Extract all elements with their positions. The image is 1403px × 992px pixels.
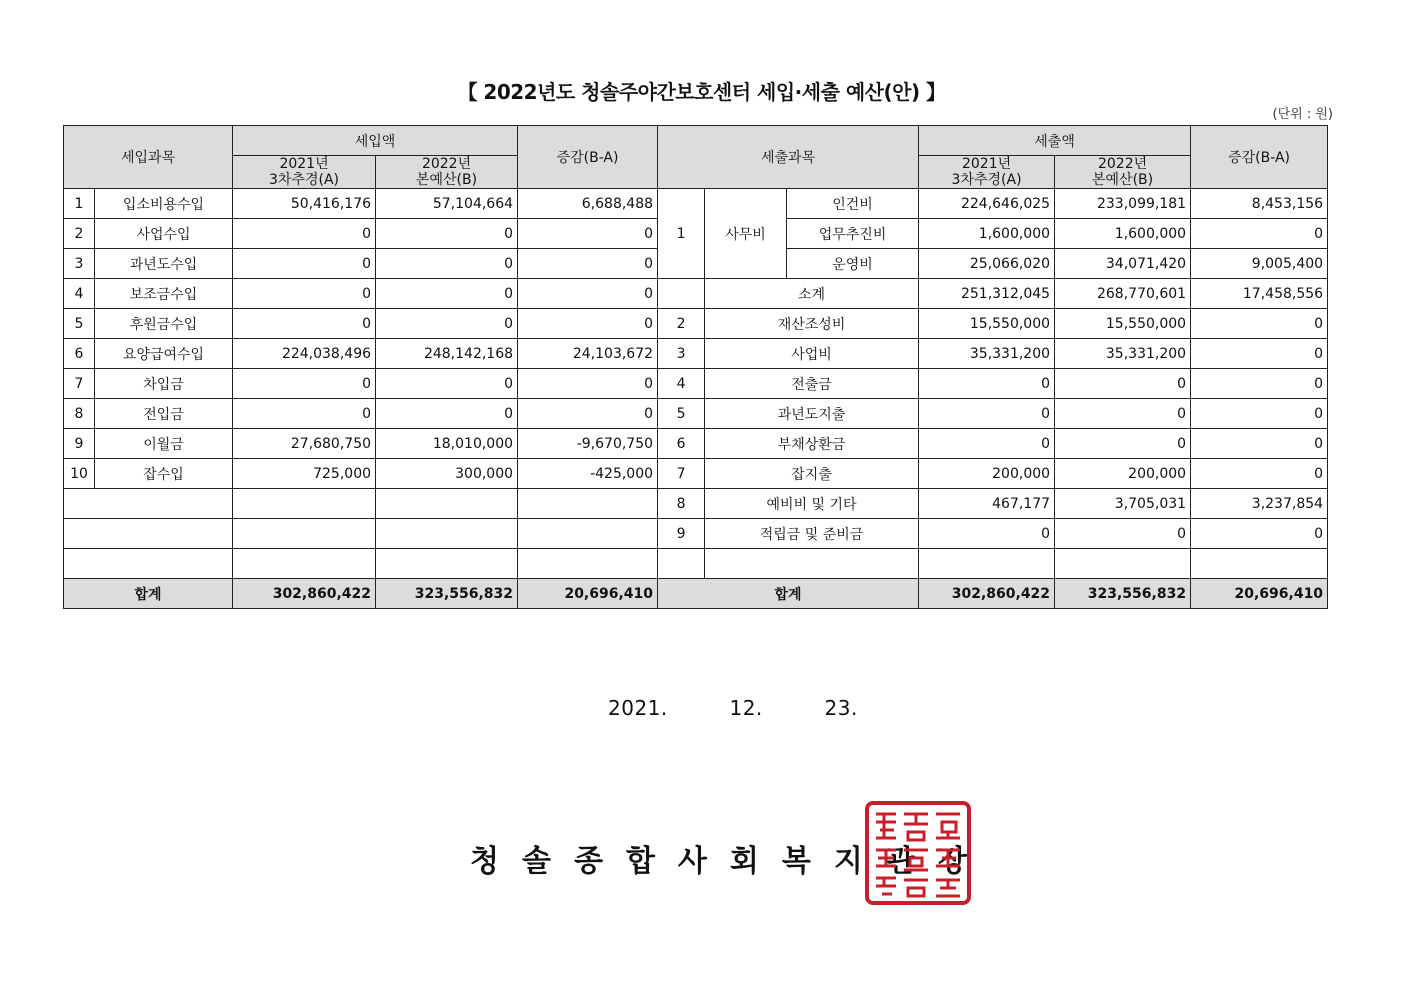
income-2021-header: 2021년 3차추경(A) [233,156,376,189]
expense-diff: 0 [1191,459,1328,489]
expense-2022: 15,550,000 [1055,309,1191,339]
income-name: 보조금수입 [95,279,233,309]
expense-no: 8 [658,489,705,519]
income-2021: 50,416,176 [233,189,376,219]
expense-2021: 1,600,000 [919,219,1055,249]
income-name: 사업수입 [95,219,233,249]
empty-cell [919,549,1055,579]
income-2021: 27,680,750 [233,429,376,459]
income-diff: 0 [518,399,658,429]
expense-2021: 15,550,000 [919,309,1055,339]
income-2022: 0 [376,249,518,279]
income-no: 4 [64,279,95,309]
table-row [64,549,1328,579]
income-no: 2 [64,219,95,249]
empty-cell [64,489,233,519]
expense-2022: 35,331,200 [1055,339,1191,369]
total-row [64,579,1328,609]
income-2021: 0 [233,249,376,279]
income-no: 6 [64,339,95,369]
expense-2022: 0 [1055,429,1191,459]
empty-cell [1191,549,1328,579]
document-title: 【 2022년도 청솔주야간보호센터 세입·세출 예산(안) 】 [457,80,946,104]
expense-no: 7 [658,459,705,489]
empty-cell [518,519,658,549]
header-row-1 [64,126,1328,156]
expense-no: 4 [658,369,705,399]
expense-2021: 251,312,045 [919,279,1055,309]
income-name: 과년도수입 [95,249,233,279]
income-2022: 0 [376,219,518,249]
table-row [64,429,1328,459]
income-name: 차입금 [95,369,233,399]
income-no: 3 [64,249,95,279]
document-date [608,696,858,720]
empty-cell [233,549,376,579]
income-2022: 57,104,664 [376,189,518,219]
expense-2022: 1,600,000 [1055,219,1191,249]
expense-no: 9 [658,519,705,549]
expense-2021: 0 [919,399,1055,429]
unit-label: (단위 : 원) [1272,107,1333,122]
income-name: 잡수입 [95,459,233,489]
expense-group-name: 사무비 [705,189,787,279]
income-2022: 0 [376,279,518,309]
expense-name: 잡지출 [705,459,919,489]
income-no: 9 [64,429,95,459]
empty-cell [64,549,233,579]
expense-diff: 0 [1191,309,1328,339]
expense-2022: 268,770,601 [1055,279,1191,309]
expense-diff: 0 [1191,219,1328,249]
date-month: 12. [729,696,763,720]
expense-diff: 0 [1191,369,1328,399]
income-diff: 0 [518,369,658,399]
expense-diff: 3,237,854 [1191,489,1328,519]
income-no: 10 [64,459,95,489]
income-2021: 0 [233,219,376,249]
income-no: 1 [64,189,95,219]
expense-diff: 0 [1191,399,1328,429]
expense-2022: 233,099,181 [1055,189,1191,219]
expense-diff: 17,458,556 [1191,279,1328,309]
empty-cell [376,519,518,549]
expense-no: 6 [658,429,705,459]
income-2021: 0 [233,279,376,309]
income-no: 5 [64,309,95,339]
expense-2021: 200,000 [919,459,1055,489]
expense-name: 과년도지출 [705,399,919,429]
income-no: 8 [64,399,95,429]
income-2022: 0 [376,399,518,429]
income-2022: 0 [376,309,518,339]
expense-no: 2 [658,309,705,339]
expense-name: 적립금 및 준비금 [705,519,919,549]
expense-name: 인건비 [787,189,919,219]
empty-cell [518,489,658,519]
income-diff: 6,688,488 [518,189,658,219]
income-no: 7 [64,369,95,399]
income-name: 후원금수입 [95,309,233,339]
income-2021: 725,000 [233,459,376,489]
income-2021: 0 [233,369,376,399]
expense-total-diff: 20,696,410 [1191,579,1328,609]
table-row [64,309,1328,339]
expense-name: 사업비 [705,339,919,369]
table-row [64,369,1328,399]
table-row [64,399,1328,429]
empty-cell [705,549,919,579]
income-total-2022: 323,556,832 [376,579,518,609]
income-diff: -425,000 [518,459,658,489]
empty-cell [233,519,376,549]
income-2022: 248,142,168 [376,339,518,369]
expense-2021-header: 2021년 3차추경(A) [919,156,1055,189]
expense-2021: 0 [919,519,1055,549]
income-diff: 0 [518,279,658,309]
income-2022: 0 [376,369,518,399]
empty-cell [376,549,518,579]
expense-name: 재산조성비 [705,309,919,339]
expense-2022: 34,071,420 [1055,249,1191,279]
table-row [64,279,1328,309]
expense-name: 부채상환금 [705,429,919,459]
expense-2021: 467,177 [919,489,1055,519]
expense-2022: 0 [1055,369,1191,399]
income-item-header: 세입과목 [64,126,233,189]
table-row [64,459,1328,489]
expense-2022: 3,705,031 [1055,489,1191,519]
expense-diff: 0 [1191,339,1328,369]
empty-cell [233,489,376,519]
expense-name: 업무추진비 [787,219,919,249]
income-2021: 0 [233,399,376,429]
expense-name: 예비비 및 기타 [705,489,919,519]
expense-2022: 200,000 [1055,459,1191,489]
table-row [64,489,1328,519]
budget-table [63,125,1328,609]
income-diff-header: 증감(B-A) [518,126,658,189]
empty-cell [658,549,705,579]
expense-group-no: 1 [658,189,705,279]
income-name: 입소비용수입 [95,189,233,219]
empty-cell [1055,549,1191,579]
signature-org: 청솔종합사회복지관장 [470,844,990,879]
expense-subtotal-label: 소계 [705,279,919,309]
official-seal-icon [864,800,972,906]
income-2021: 0 [233,309,376,339]
empty-cell [376,489,518,519]
expense-diff-header: 증감(B-A) [1191,126,1328,189]
expense-2021: 0 [919,429,1055,459]
income-total-2021: 302,860,422 [233,579,376,609]
income-2022-header: 2022년 본예산(B) [376,156,518,189]
income-diff: 24,103,672 [518,339,658,369]
expense-total-2022: 323,556,832 [1055,579,1191,609]
expense-name: 전출금 [705,369,919,399]
expense-2021: 224,646,025 [919,189,1055,219]
income-2022: 18,010,000 [376,429,518,459]
income-name: 전입금 [95,399,233,429]
expense-diff: 0 [1191,429,1328,459]
expense-total-label: 합계 [658,579,919,609]
expense-diff: 9,005,400 [1191,249,1328,279]
empty-cell [64,519,233,549]
expense-2022-header: 2022년 본예산(B) [1055,156,1191,189]
table-row [64,519,1328,549]
income-2022: 300,000 [376,459,518,489]
expense-no: 5 [658,399,705,429]
income-diff: -9,670,750 [518,429,658,459]
income-amount-header: 세입액 [233,126,518,156]
empty-cell [658,279,705,309]
income-total-diff: 20,696,410 [518,579,658,609]
expense-diff: 8,453,156 [1191,189,1328,219]
date-day: 23. [824,696,858,720]
expense-item-header: 세출과목 [658,126,919,189]
income-name: 이월금 [95,429,233,459]
expense-2021: 25,066,020 [919,249,1055,279]
income-2021: 224,038,496 [233,339,376,369]
expense-amount-header: 세출액 [919,126,1191,156]
expense-diff: 0 [1191,519,1328,549]
table-row [64,339,1328,369]
income-diff: 0 [518,219,658,249]
income-total-label: 합계 [64,579,233,609]
income-name: 요양급여수입 [95,339,233,369]
date-year: 2021. [608,696,668,720]
expense-2021: 35,331,200 [919,339,1055,369]
expense-2022: 0 [1055,399,1191,429]
expense-2021: 0 [919,369,1055,399]
income-diff: 0 [518,309,658,339]
expense-no: 3 [658,339,705,369]
empty-cell [518,549,658,579]
expense-total-2021: 302,860,422 [919,579,1055,609]
expense-name: 운영비 [787,249,919,279]
income-diff: 0 [518,249,658,279]
expense-2022: 0 [1055,519,1191,549]
table-row [64,189,1328,219]
